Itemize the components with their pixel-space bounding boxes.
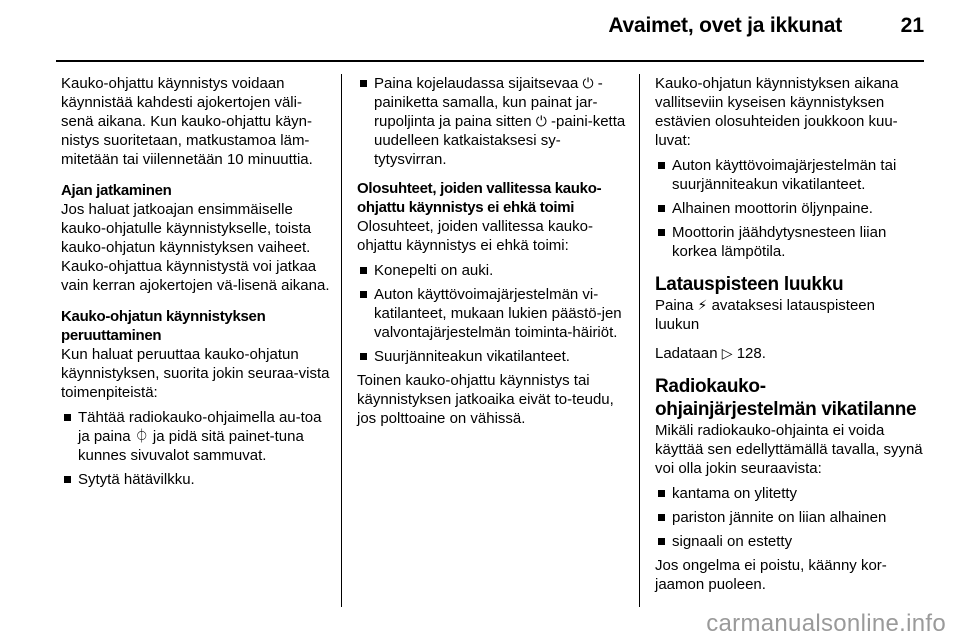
list-item: kantama on ylitetty bbox=[655, 484, 923, 503]
page-reference-icon: ▷ bbox=[721, 345, 733, 361]
list-item: Konepelti on auki. bbox=[357, 261, 627, 280]
column-divider bbox=[639, 74, 640, 607]
fault-list bbox=[655, 484, 923, 551]
fault-outro: Jos ongelma ei poistu, käänny kor-jaamon puoleen. bbox=[655, 557, 887, 593]
page-number: 21 bbox=[900, 14, 924, 37]
watermark: carmanualsonline.info bbox=[706, 610, 946, 637]
conditions-heading: Olosuhteet, joiden vallitessa kauko-ohjattu käynnistys ei ehkä toimi bbox=[357, 180, 602, 216]
intro-paragraph: Kauko-ohjattu käynnistys voidaan käynnistää kahdesti ajokertojen väli-senä aikana. Kun kauko-ohjattu käyn-nistys suoritetaan, matkustamoa läm-mitetään tai viilennetään 10 minuuttia. bbox=[61, 75, 313, 168]
extend-paragraph: Jos haluat jatkoajan ensimmäiselle kauko-ohjatulle käynnistykselle, toista kauko-ohjatun käynnistyksen vaiheet. Kauko-ohjattua käynnistystä voi jatkaa vain kerran ajokertojen vä-lisenä aikana. bbox=[61, 201, 330, 294]
intro-paragraph: Kauko-ohjatun käynnistyksen aikana vallitseviin kyseisen käynnistyksen estävien olosuhteiden joukkoon kuu-luvat: bbox=[655, 75, 899, 149]
list-item: Tähtää radiokauko-ohjaimella au-toa ja paina ⏀ ja pidä sitä painet-tuna kunnes sivuvalot sammuvat. bbox=[61, 408, 331, 465]
outro-paragraph: Toinen kauko-ohjattu käynnistys tai käynnistyksen jatkoaika eivät to-teudu, jos polttoaine on vähissä. bbox=[357, 372, 614, 427]
cancel-list bbox=[61, 408, 331, 489]
column-left bbox=[61, 74, 331, 494]
power-button-icon: ⏻ bbox=[535, 113, 547, 129]
charge-port-heading: Latauspisteen luukku bbox=[655, 274, 844, 295]
list-item: Auton käyttövoimajärjestelmän tai suurjänniteakun vikatilanteet. bbox=[655, 156, 923, 194]
page-header bbox=[56, 0, 924, 62]
fault-heading: Radiokauko-ohjainjärjestelmän vikatilanne bbox=[655, 376, 917, 420]
ignition-list bbox=[357, 74, 627, 169]
list-item: Moottorin jäähdytysnesteen liian korkea lämpötila. bbox=[655, 223, 923, 261]
extend-heading: Ajan jatkaminen bbox=[61, 182, 172, 199]
column-middle bbox=[357, 74, 627, 440]
column-right bbox=[655, 74, 923, 606]
charging-reference: Ladataan ▷ 128. bbox=[655, 345, 766, 362]
remote-button-icon: ⏀ bbox=[134, 428, 149, 444]
list-item: Auton käyttövoimajärjestelmän vi-katilanteet, mukaan lukien päästö-jen valvontajärjestelmän toiminta-häiriöt. bbox=[357, 285, 627, 342]
list-item: Sytytä hätävilkku. bbox=[61, 470, 331, 489]
charge-port-icon: ⚡ bbox=[697, 297, 708, 313]
column-divider bbox=[341, 74, 342, 607]
list-item: pariston jännite on liian alhainen bbox=[655, 508, 923, 527]
list-item: signaali on estetty bbox=[655, 532, 923, 551]
conditions-paragraph: Olosuhteet, joiden vallitessa kauko-ohjattu käynnistys ei ehkä toimi: bbox=[357, 218, 593, 254]
cancel-paragraph: Kun haluat peruuttaa kauko-ohjatun käynnistyksen, suorita jokin seuraa-vista toimenpiteistä: bbox=[61, 346, 330, 401]
power-button-icon: ⏻ bbox=[582, 75, 594, 91]
list-item: Paina kojelaudassa sijaitsevaa ⏻ -painiketta samalla, kun painat jar-rupoljinta ja paina sitten ⏻ -paini-ketta uudelleen katkaistaksesi sy-tytysvirran. bbox=[357, 74, 627, 169]
page-title: Avaimet, ovet ja ikkunat bbox=[608, 14, 842, 37]
fault-paragraph: Mikäli radiokauko-ohjainta ei voida käyttää sen edellyttämällä tavalla, syynä voi olla jokin seuraavista: bbox=[655, 422, 923, 477]
prevent-list bbox=[655, 156, 923, 261]
list-item: Alhainen moottorin öljynpaine. bbox=[655, 199, 923, 218]
cancel-heading: Kauko-ohjatun käynnistyksen peruuttaminen bbox=[61, 308, 266, 344]
list-item: Suurjänniteakun vikatilanteet. bbox=[357, 347, 627, 366]
conditions-list bbox=[357, 261, 627, 366]
charge-port-paragraph: Paina ⚡ avataksesi latauspisteen luukun bbox=[655, 297, 875, 333]
